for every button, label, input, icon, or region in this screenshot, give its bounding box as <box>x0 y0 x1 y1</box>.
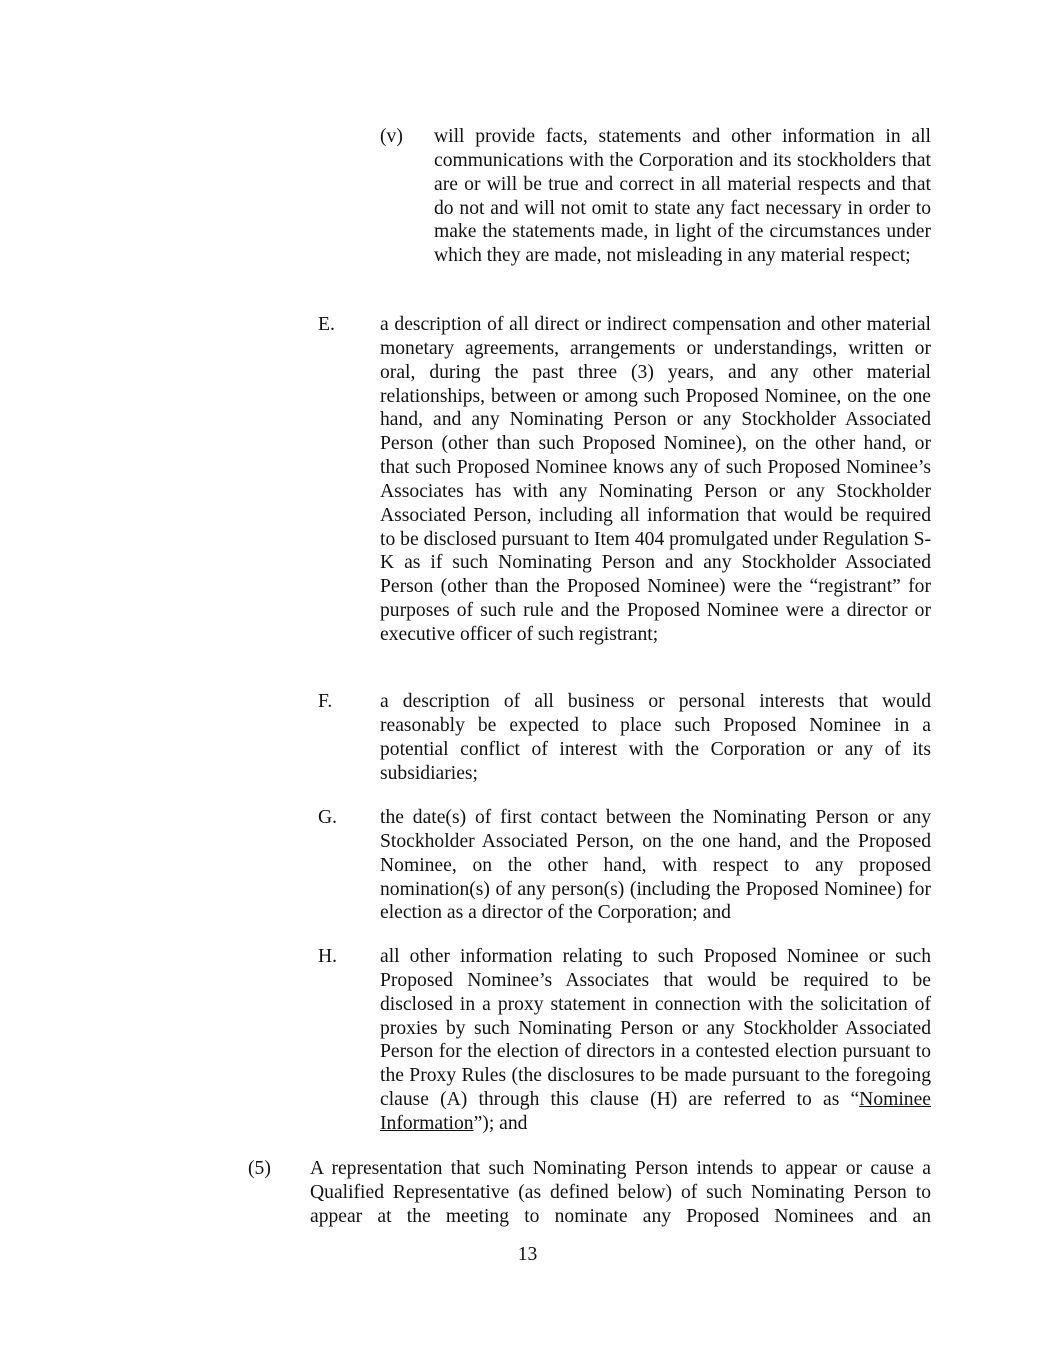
defined-term: Nominee Information <box>380 1089 931 1134</box>
list-item-text: the date(s) of first contact between the Nominating Person or any Stockholder Associated Person, on the one hand, and the Proposed Nominee, on the other hand, with respect to any proposed nomination(s) of any person(s) (including the Proposed Nominee) for election as a director of the Corporation; and <box>380 807 931 924</box>
list-marker: F. <box>318 691 333 712</box>
list-item-text: a description of all business or personal interests that would reasonably be expected to place such Proposed Nominee in a potential conflict of interest with the Corporation or any of its subsidiaries; <box>380 691 931 784</box>
list-marker: H. <box>318 946 338 967</box>
list-item-text: A representation that such Nominating Person intends to appear or cause a Qualified Representative (as defined below) of such Nominating Person to appear at the meeting to nominate any Proposed Nominees and an <box>310 1158 931 1227</box>
list-marker: (5) <box>248 1158 271 1179</box>
list-marker: E. <box>318 314 335 335</box>
list-item-text: a description of all direct or indirect compensation and other material monetary agreements, arrangements or understandings, written or oral, during the past three (3) years, and any other material relationships, between or among such Proposed Nominee, on the one hand, and any Nominating Person or any Stockholder Associated Person (other than such Proposed Nominee), on the other hand, or that such Proposed Nominee knows any of such Proposed Nominee’s Associates has with any Nominating Person or any Stockholder Associated Person, including all information that would be required to be disclosed pursuant to Item 404 promulgated under Regulation S-K as if such Nominating Person and any Stockholder Associated Person (other than the Proposed Nominee) were the “registrant” for purposes of such rule and the Proposed Nominee were a director or executive officer of such registrant; <box>380 314 931 645</box>
text-segment: ”); and <box>473 1112 528 1134</box>
list-marker: G. <box>318 807 338 828</box>
list-item-text <box>380 945 931 1136</box>
page-number: 13 <box>517 1244 538 1265</box>
list-item-text: will provide facts, statements and other information in all communications with the Corporation and its stockholders that are or will be true and correct in all material respects and that do not and will not omit to state any fact necessary in order to make the statements made, in light of the circumstances under which they are made, not misleading in any material respect; <box>434 126 931 267</box>
text-segment: all other information relating to such Proposed Nominee or such Proposed Nominee’s Associates that would be required to be disclosed in a proxy statement in connection with the solicitation of proxies by such Nominating Person or any Stockholder Associated Person for the election of directors in a contested election pursuant to the Proxy Rules (the disclosures to be made pursuant to the foregoing clause (A) through this clause (H) are referred to as “ <box>380 946 931 1111</box>
list-marker: (v) <box>380 126 403 147</box>
